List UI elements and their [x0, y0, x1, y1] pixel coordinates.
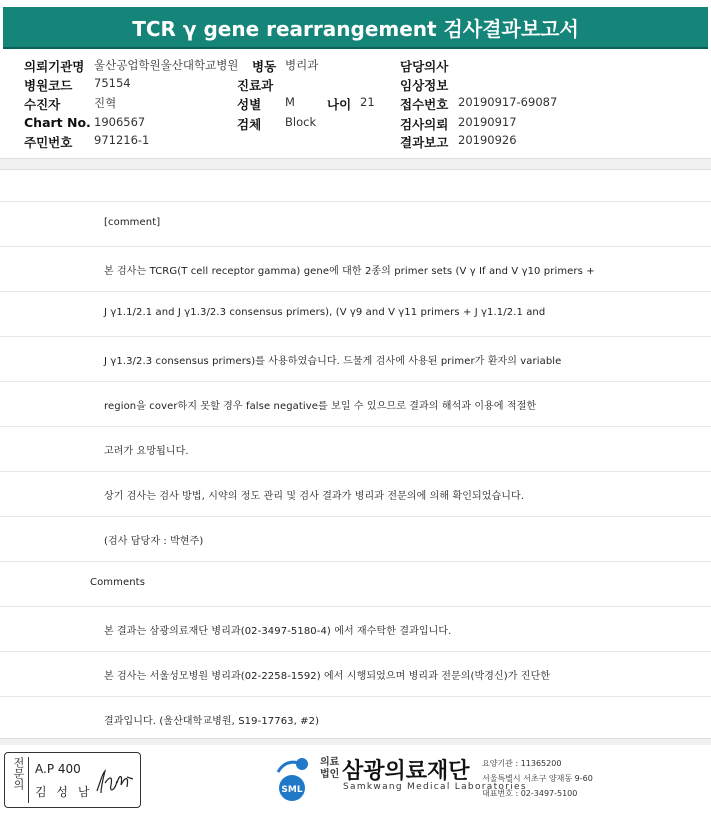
- row-rule: [0, 471, 711, 472]
- row-rule: [0, 291, 711, 292]
- age-label: 나이: [327, 97, 352, 112]
- doctor-label: 담당의사: [400, 59, 449, 74]
- footer-divider: [0, 738, 711, 745]
- row-rule: [0, 696, 711, 697]
- corp-info-phone: 대표번호 : 02-3497-5100: [482, 789, 578, 798]
- section-divider: [0, 158, 711, 170]
- sex-label: 성별: [237, 97, 262, 112]
- row-rule: [0, 336, 711, 337]
- receipt-value: 20190917-69087: [458, 95, 558, 109]
- hospital-code-label: 병원코드: [24, 78, 73, 93]
- sex-value: M: [285, 95, 295, 109]
- doctor-name: 김 성 남: [35, 785, 93, 799]
- hospital-code-value: 75154: [94, 76, 131, 90]
- header-info: [0, 50, 711, 157]
- corp-info-address: 서울특별시 서초구 양재동 9-60: [482, 774, 593, 783]
- body-line: J γ1.3/2.3 consensus primers)를 사용하였습니다. 드물게 검사에 사용된 primer가 환자의 variable: [104, 356, 562, 367]
- report-date-label: 결과보고: [400, 135, 449, 150]
- body-line: region을 cover하지 못할 경우 false negative를 보일 수 있으므로 결과의 해석과 이용에 적절한: [104, 401, 537, 412]
- body-line: 본 결과는 삼광의료재단 병리과(02-3497-5180-4) 에서 재수탁한 결과입니다.: [104, 626, 452, 637]
- specimen-value: Block: [285, 115, 317, 129]
- row-rule: [0, 516, 711, 517]
- row-rule: [0, 426, 711, 427]
- request-label: 검사의뢰: [400, 117, 449, 132]
- corp-type: [320, 757, 339, 781]
- specialist-label: 전문의: [12, 757, 25, 790]
- age-value: 21: [360, 95, 375, 109]
- specimen-label: 검체: [237, 117, 262, 132]
- corp-english-name: Samkwang Medical Laboratories: [343, 782, 527, 792]
- row-rule: [0, 246, 711, 247]
- body-line: 본 검사는 TCRG(T cell receptor gamma) gene에 대한 2종의 primer sets (V γ If and V γ10 primers +: [104, 266, 595, 277]
- row-rule: [0, 201, 711, 202]
- department-label: 진료과: [237, 78, 274, 93]
- corp-name: 삼광의료재단: [342, 759, 470, 784]
- corp-info-code: 요양기관 : 11365200: [482, 759, 562, 768]
- row-rule: [0, 651, 711, 652]
- signature-image: [93, 765, 137, 799]
- receipt-label: 접수번호: [400, 97, 449, 112]
- logo-text: SML: [281, 785, 303, 795]
- chart-label: Chart No.: [24, 115, 91, 130]
- ap-number: A.P 400: [35, 762, 81, 776]
- patient-value: 진혁: [94, 96, 117, 110]
- specialist-signature-box: [4, 752, 141, 808]
- comment-heading: [comment]: [104, 217, 161, 228]
- row-rule: [0, 561, 711, 562]
- chart-value: 1906567: [94, 115, 146, 129]
- patient-label: 수진자: [24, 97, 61, 112]
- row-rule: [0, 381, 711, 382]
- id-value: 971216-1: [94, 133, 150, 147]
- row-rule: [0, 606, 711, 607]
- body-line: 상기 검사는 검사 방법, 시약의 정도 관리 및 검사 결과가 병리과 전문의에 의해 확인되었습니다.: [104, 491, 525, 502]
- corp-type-top: 의료: [320, 757, 340, 768]
- comments-heading: Comments: [90, 577, 146, 588]
- body-line: 결과입니다. (울산대학교병원, S19-17763, #2): [104, 716, 320, 727]
- report-date-value: 20190926: [458, 133, 517, 147]
- id-label: 주민번호: [24, 135, 73, 150]
- corp-type-bottom: 법인: [320, 769, 340, 780]
- request-value: 20190917: [458, 115, 517, 129]
- clinical-info-label: 임상정보: [400, 78, 449, 93]
- ward-label: 병동: [252, 59, 277, 74]
- body-line: 본 검사는 서울성모병원 병리과(02-2258-1592) 에서 시행되었으며 병리과 전문의(박경신)가 진단한: [104, 671, 551, 682]
- ward-value: 병리과: [285, 58, 319, 72]
- specialist-vertical-label: [8, 757, 29, 803]
- body-line: 고려가 요망됩니다.: [104, 446, 189, 457]
- report-title: TCR γ gene rearrangement 검사결과보고서: [3, 7, 708, 49]
- body-line: J γ1.1/2.1 and J γ1.3/2.3 consensus primers), (V γ9 and V γ11 primers + J γ1.1/2.1 and: [104, 307, 546, 318]
- tester-line: (검사 담당자 : 박현주): [104, 536, 204, 547]
- institution-value: 울산공업학원울산대학교병원: [94, 58, 239, 72]
- institution-label: 의뢰기관명: [24, 59, 85, 74]
